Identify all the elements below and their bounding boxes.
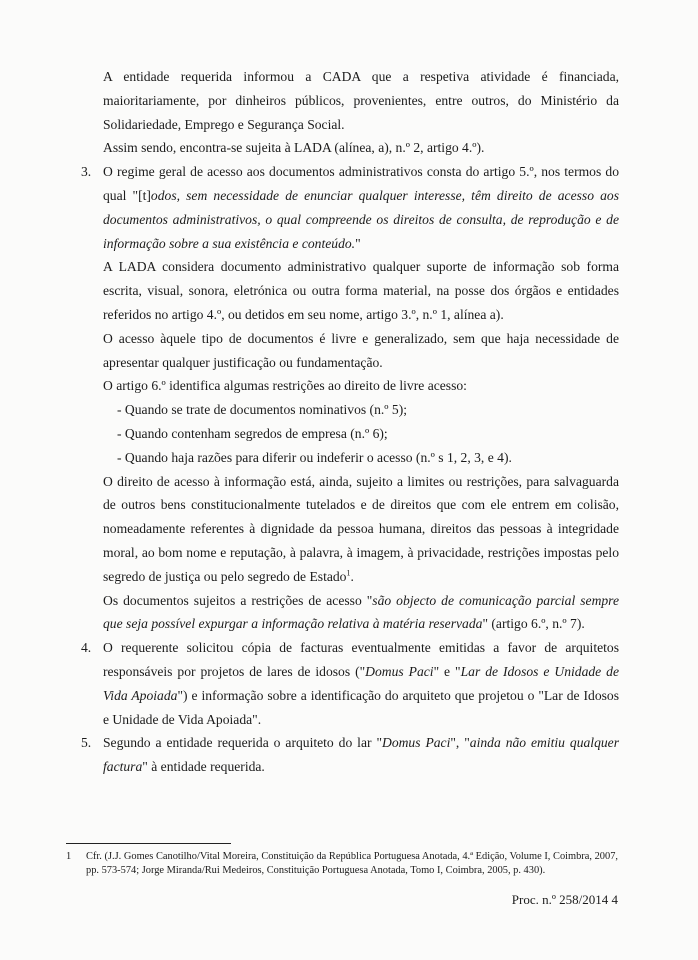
page-reference: Proc. n.º 258/2014 4	[511, 892, 618, 907]
text-span: O requerente solicitou cópia de facturas eventualmente emitidas a favor de arquitetos responsáveis por projetos de lares de idosos ("	[103, 640, 619, 679]
item-5	[81, 731, 619, 779]
item-number: 5.	[81, 735, 92, 751]
intro-conclusion: Assim sendo, encontra-se sujeita à LADA (alínea, a), n.º 2, artigo 4.º).	[103, 140, 485, 156]
text-span: Segundo a entidade requerida o arquiteto do lar "	[103, 735, 382, 751]
footnote-divider	[66, 843, 231, 844]
item-number: 4.	[81, 640, 92, 656]
bullet-item: - Quando haja razões para diferir ou indeferir o acesso (n.º s 1, 2, 3, e 4).	[117, 449, 512, 465]
item-3-paragraph-3: O acesso àquele tipo de documentos é livre e generalizado, sem que haja necessidade de apresentar qualquer justificação ou fundamentação.	[103, 330, 619, 370]
footnote-1	[66, 850, 618, 878]
footnotes	[66, 850, 618, 878]
italic-term: Lar de Idosos e Unidade de Vida Apoiada	[103, 663, 619, 703]
text-span: .	[350, 568, 354, 584]
item-3-paragraph-4: O artigo 6.º identifica algumas restrições ao direito de livre acesso:	[103, 378, 467, 394]
quote-italic: odos, sem necessidade de enunciar qualquer interesse, têm direito de acesso aos documentos administrativos, o qual compreende os direitos de consulta, de reprodução e de informação sobre a sua existência e conteúdo.	[103, 187, 620, 251]
intro-paragraph: A entidade requerida informou a CADA que a respetiva atividade é financiada, maioritariamente, por dinheiros públicos, provenientes, entre outros, do Ministério da Solidariedade, Emprego e Segurança Social.	[103, 69, 619, 132]
body-text	[81, 65, 620, 779]
item-3	[81, 160, 620, 636]
item-3-paragraph-6	[103, 589, 619, 637]
item-5-paragraph	[103, 731, 619, 779]
item-3-paragraph-1	[103, 160, 619, 255]
footnote-mark: 1	[66, 851, 72, 862]
text-span: " e "	[433, 663, 461, 679]
item-3-paragraph-2: A LADA considera documento administrativo qualquer suporte de informação sob forma escrita, visual, sonora, eletrónica ou outra forma material, na posse dos órgãos e entidades referidos no artigo 4.º, ou detidos em seu nome, artigo 3.º, n.º 1, alínea a).	[103, 259, 619, 322]
text-span: "	[355, 235, 361, 251]
text-span: ", "	[450, 735, 470, 751]
item-4	[81, 636, 619, 731]
item-3-paragraph-5	[103, 470, 619, 589]
text-span: ") e informação sobre a identificação do arquiteto que projetou o "Lar de Idosos e Unidade de Vida Apoiada".	[103, 687, 619, 727]
italic-term: Domus Paci	[382, 735, 451, 751]
item-4-paragraph	[103, 636, 619, 731]
text-span: O direito de acesso à informação está, ainda, sujeito a limites ou restrições, para salvaguarda de outros bens constitucionalmente tutelados e de direitos que com ele entrem em colisão, nomeadamente referentes à dignidade da pessoa humana, direitos das pessoas à integridade moral, ao bom nome e reputação, à palavra, à imagem, à privacidade, restrições impostas pelo segredo de justiça ou pelo segredo de Estado	[103, 473, 619, 584]
footnote-text: Cfr. (J.J. Gomes Canotilho/Vital Moreira, Constituição da República Portuguesa Anotada, 4.ª Edição, Volume I, Coimbra, 2007, pp. 573-574; Jorge Miranda/Rui Medeiros, Constituição Portuguesa Anotada, Tomo I, Coimbra, 2005, p. 430).	[86, 851, 618, 876]
footnote-ref: 1	[346, 568, 351, 578]
bullet-item: - Quando contenham segredos de empresa (n.º 6);	[117, 425, 388, 441]
italic-term: ainda não emitiu qualquer factura	[103, 735, 619, 775]
text-span: Os documentos sujeitos a restrições de acesso "	[103, 592, 373, 608]
text-span: " à entidade requerida.	[142, 759, 265, 775]
italic-term: Domus Paci	[365, 663, 434, 679]
text-span: " (artigo 6.º, n.º 7).	[482, 616, 585, 632]
quote-italic: são objecto de comunicação parcial sempre que seja possível expurgar a informação relativa à matéria reservada	[103, 592, 619, 632]
item-number: 3.	[81, 164, 92, 180]
bullet-item: - Quando se trate de documentos nominativos (n.º 5);	[117, 402, 407, 418]
text-span: O regime geral de acesso aos documentos administrativos consta do artigo 5.º, nos termos do qual "[t]	[103, 164, 619, 203]
